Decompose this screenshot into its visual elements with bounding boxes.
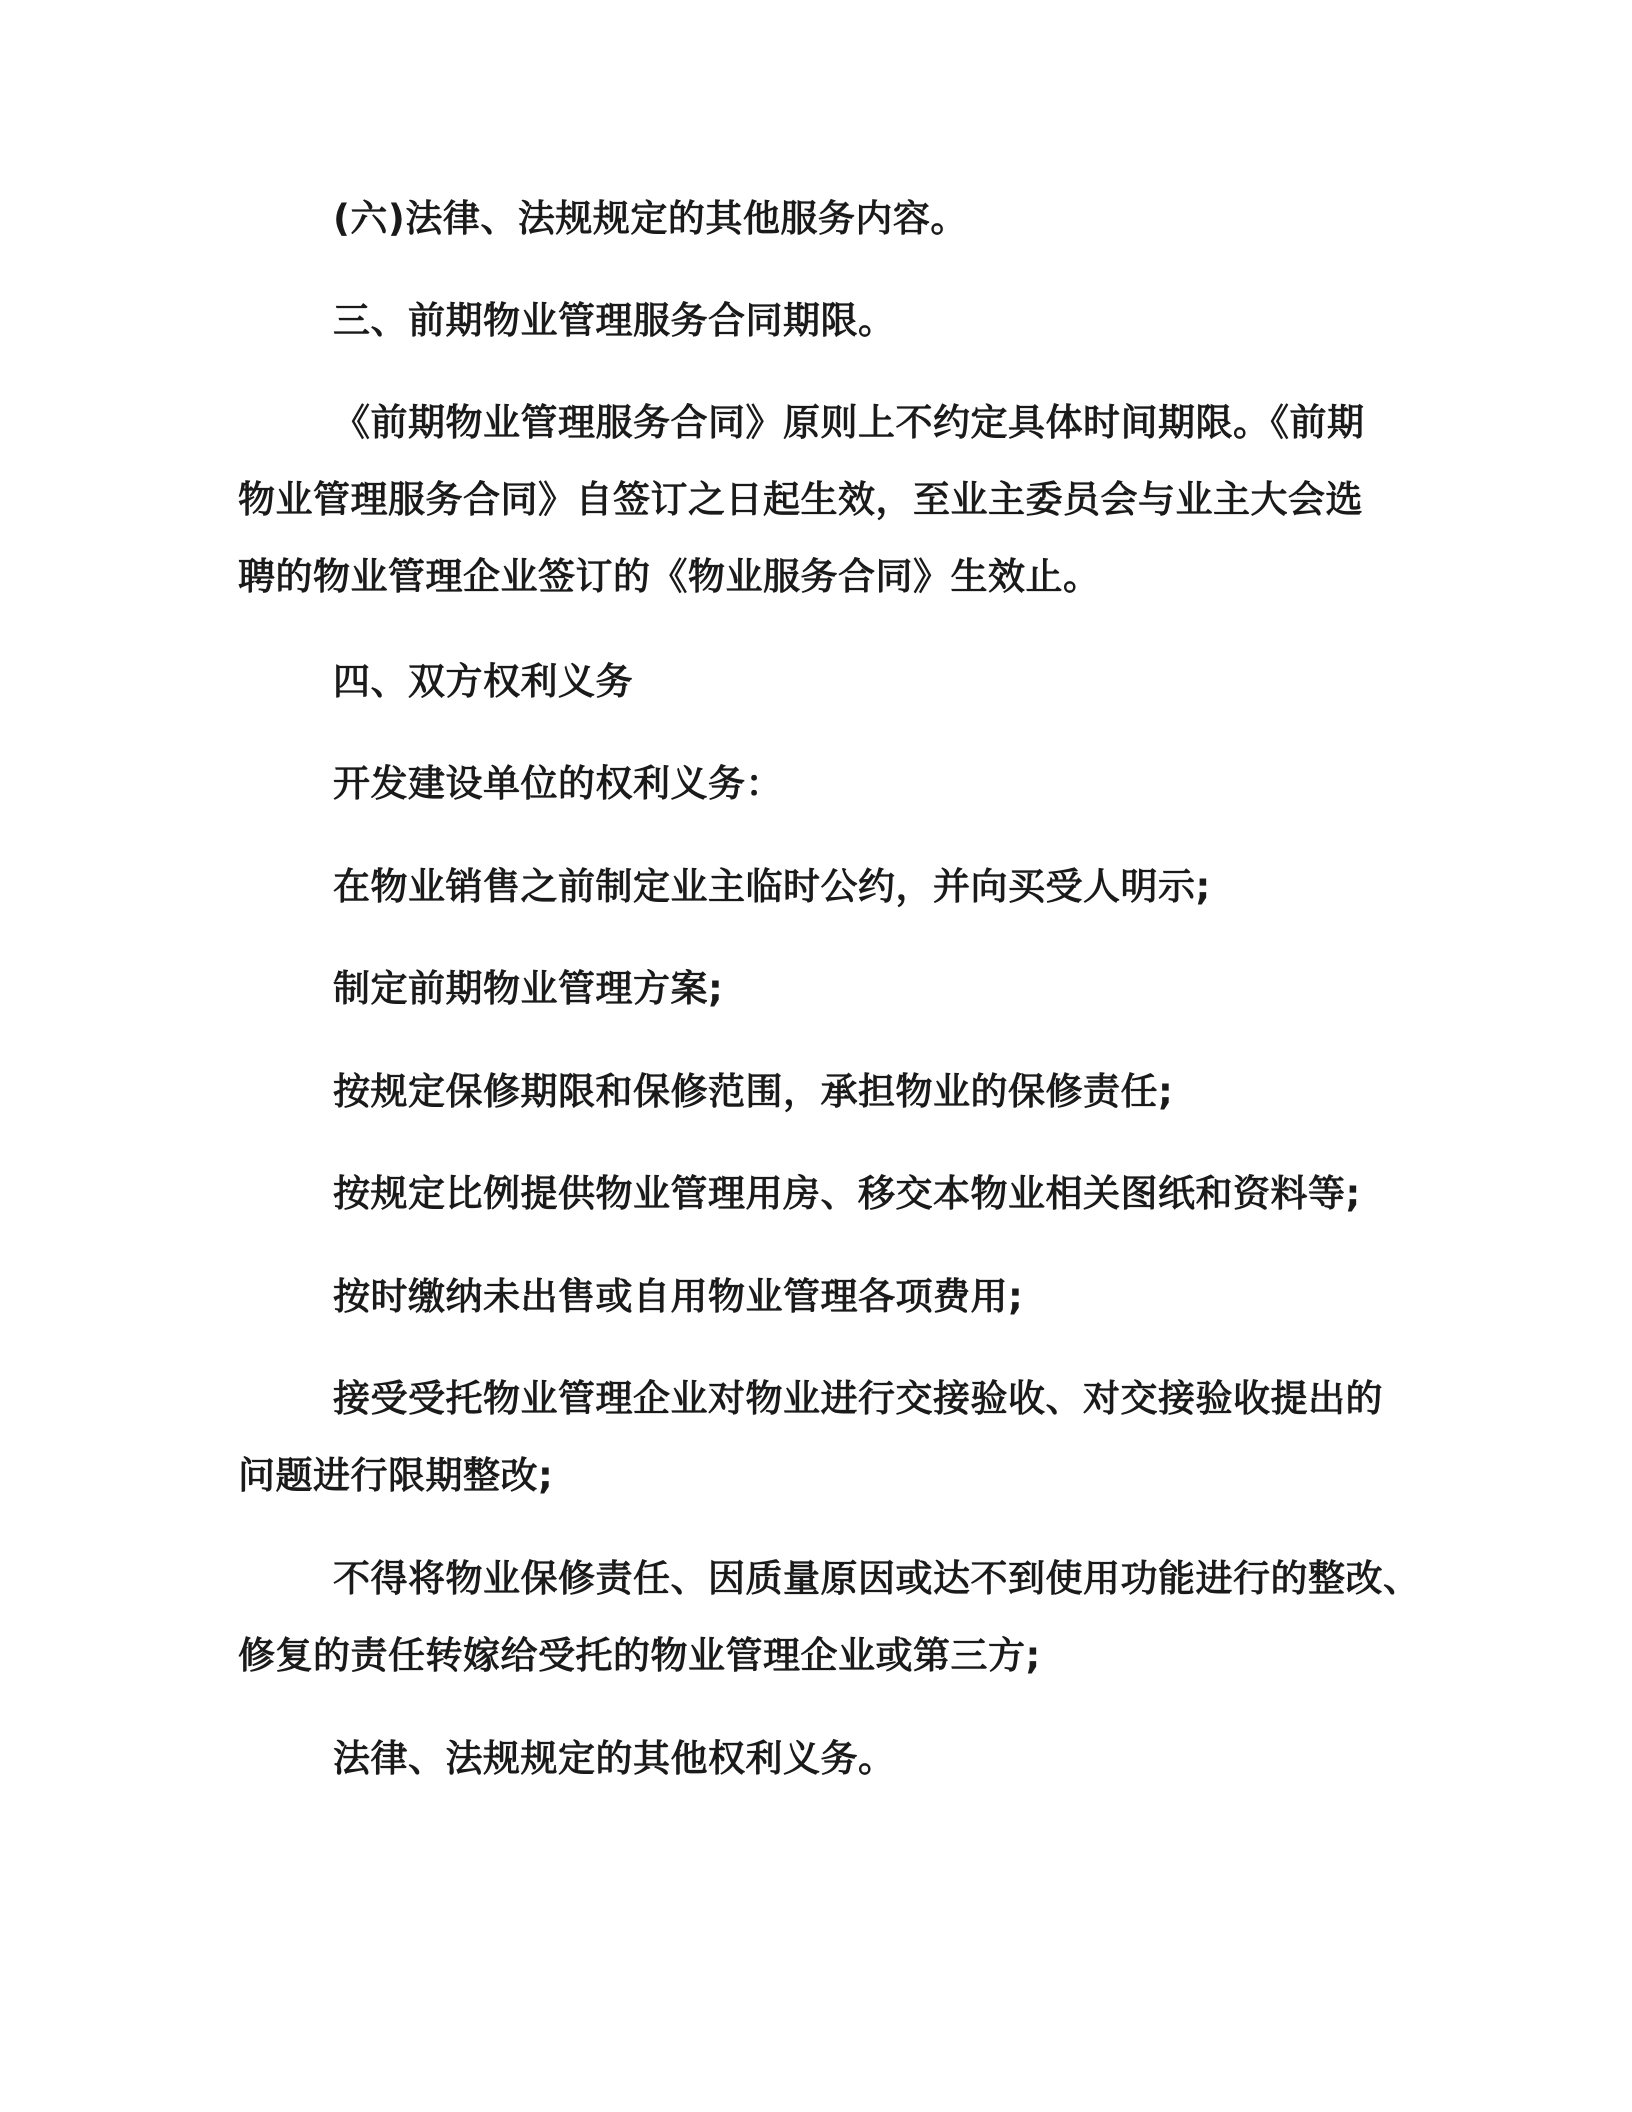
paragraph-contract-term-line-1: 《前期物业管理服务合同》原则上不约定具体时间期限。《前期 bbox=[333, 401, 1365, 444]
list-item-acceptance-line-2: 问题进行限期整改; bbox=[238, 1454, 554, 1497]
list-item-management-plan: 制定前期物业管理方案; bbox=[333, 967, 724, 1010]
paragraph-contract-term-line-2: 物业管理服务合同》自签订之日起生效，至业主委员会与业主大会选 bbox=[238, 478, 1363, 521]
list-item-other-rights: 法律、法规规定的其他权利义务。 bbox=[333, 1737, 896, 1780]
paragraph-other-services: (六)法律、法规规定的其他服务内容。 bbox=[333, 197, 968, 240]
heading-rights-obligations: 四、双方权利义务 bbox=[333, 660, 633, 703]
paragraph-developer-rights: 开发建设单位的权利义务： bbox=[333, 762, 783, 805]
list-item-acceptance-line-1: 接受受托物业管理企业对物业进行交接验收、对交接验收提出的 bbox=[333, 1377, 1383, 1420]
paragraph-contract-term-line-3: 聘的物业管理企业签订的《物业服务合同》生效止。 bbox=[238, 555, 1101, 598]
list-item-temporary-covenant: 在物业销售之前制定业主临时公约，并向买受人明示; bbox=[333, 865, 1211, 908]
list-item-no-transfer-line-1: 不得将物业保修责任、因质量原因或达不到使用功能进行的整改、 bbox=[333, 1557, 1421, 1600]
list-item-warranty-responsibility: 按规定保修期限和保修范围，承担物业的保修责任; bbox=[333, 1070, 1174, 1113]
list-item-management-premises: 按规定比例提供物业管理用房、移交本物业相关图纸和资料等; bbox=[333, 1172, 1361, 1215]
heading-contract-term: 三、前期物业管理服务合同期限。 bbox=[333, 299, 896, 342]
list-item-no-transfer-line-2: 修复的责任转嫁给受托的物业管理企业或第三方; bbox=[238, 1634, 1041, 1677]
list-item-pay-fees: 按时缴纳未出售或自用物业管理各项费用; bbox=[333, 1275, 1024, 1318]
